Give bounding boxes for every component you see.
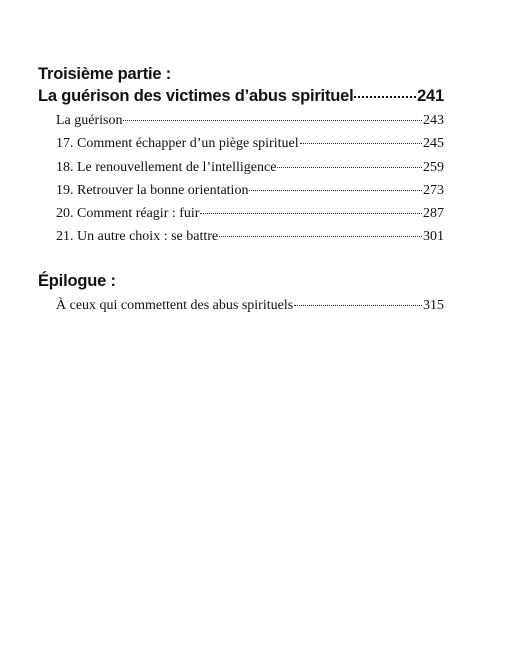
entry-label: 21. Un autre choix : se battre	[56, 229, 219, 245]
page-number: 287	[423, 206, 444, 222]
dot-leader	[219, 236, 422, 237]
entry-label: À ceux qui commettent des abus spirituels	[56, 297, 294, 313]
page-number: 243	[423, 113, 444, 128]
toc-entry[interactable]	[56, 156, 444, 179]
dot-leader	[300, 143, 422, 144]
part-title-entry[interactable]	[38, 85, 444, 107]
toc-entry[interactable]	[56, 202, 444, 225]
section-spacer	[38, 249, 444, 271]
dot-leader	[294, 305, 422, 306]
part-title: La guérison des victimes d’abus spirituel	[38, 87, 354, 105]
dot-leader	[277, 167, 422, 168]
section-heading: Troisième partie :	[38, 65, 172, 83]
toc-entry[interactable]	[56, 109, 444, 132]
page-number: 259	[423, 159, 444, 175]
table-of-contents	[38, 64, 444, 317]
dot-leader	[249, 190, 422, 191]
entry-label: 20. Comment réagir : fuir	[56, 206, 200, 222]
section-heading: Épilogue :	[38, 271, 116, 290]
epilogue-section	[38, 271, 444, 317]
dot-leader	[354, 96, 416, 98]
toc-entry[interactable]	[56, 179, 444, 202]
page-number: 301	[423, 229, 444, 245]
toc-entries	[56, 109, 444, 249]
toc-entries	[56, 294, 444, 317]
page-number: 241	[417, 87, 444, 105]
toc-entry[interactable]	[56, 225, 444, 248]
toc-entry[interactable]	[56, 132, 444, 155]
entry-label: 17. Comment échapper d’un piège spirituel	[56, 136, 299, 152]
part-three-section	[38, 64, 444, 249]
toc-entry[interactable]	[56, 294, 444, 317]
page-number: 315	[423, 297, 444, 313]
entry-label: 18. Le renouvellement de l’intelligence	[56, 159, 277, 175]
entry-label: La guérison	[56, 113, 123, 128]
page-number: 245	[423, 136, 444, 152]
page-number: 273	[423, 182, 444, 198]
entry-label: 19. Retrouver la bonne orientation	[56, 182, 249, 198]
dot-leader	[123, 120, 422, 121]
dot-leader	[200, 213, 422, 214]
